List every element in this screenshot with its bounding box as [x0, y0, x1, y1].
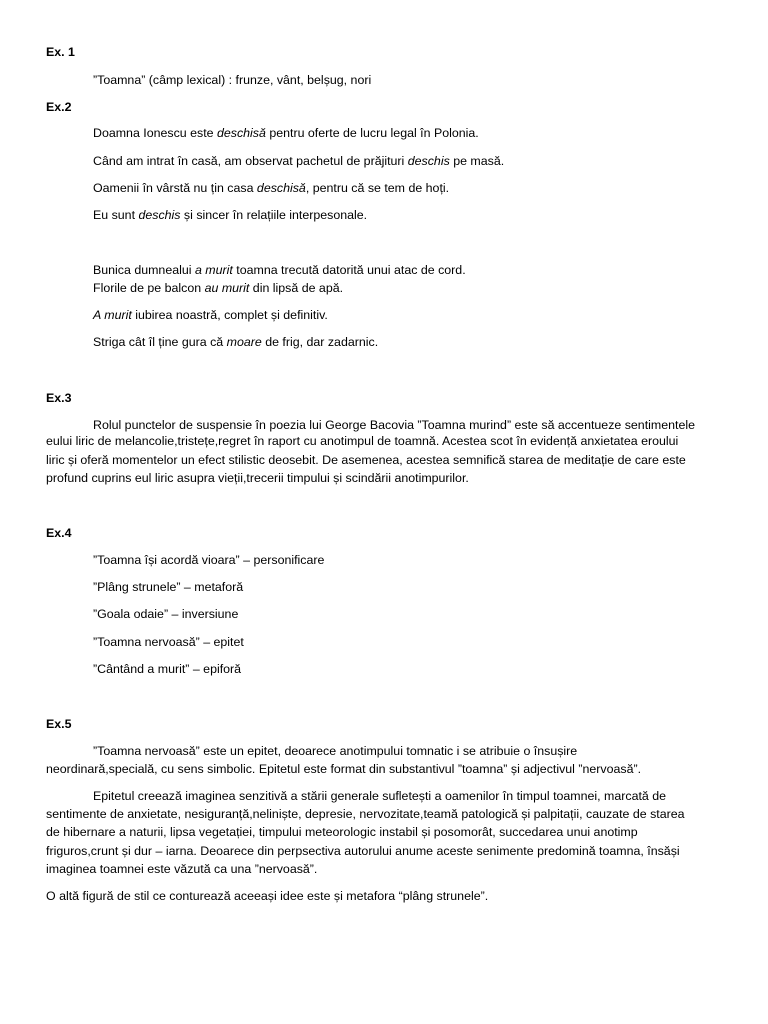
ex4-item-2: ”Plâng strunele” – metaforă [93, 580, 244, 594]
ex5-p2-line-1: Epitetul creează imaginea senzitivă a stării generale sufletești a oamenilor în timpul toamnei, marcată de [93, 789, 667, 803]
ex2-murit-sentence-2: Florile de pe balcon au murit din lipsă de apă. [93, 281, 344, 295]
ex5-p2-line-2: sentimente de anxietate, nesiguranță,neliniște, depresie, nervozitate,teamă patologică și palpitații, cauzate de starea [46, 807, 685, 821]
ex4-heading: Ex.4 [46, 526, 72, 540]
ex5-heading: Ex.5 [46, 717, 72, 731]
ex2-deschis-sentence-2: Când am intrat în casă, am observat pachetul de prăjituri deschis pe masă. [93, 154, 505, 168]
ex5-p1-line-1: ”Toamna nervoasă” este un epitet, deoarece anotimpului tomnatic i se atribuie o însușire [93, 744, 578, 758]
ex2-deschis-sentence-1: Doamna Ionescu este deschisă pentru oferte de lucru legal în Polonia. [93, 126, 479, 140]
ex2-murit-sentence-1: Bunica dumnealui a murit toamna trecută datorită unui atac de cord. [93, 263, 466, 277]
ex2-deschis-sentence-4: Eu sunt deschis și sincer în relațiile interpesonale. [93, 208, 368, 222]
ex5-p2-line-5: imaginea toamnei este văzută ca una ”nervoasă”. [46, 862, 318, 876]
ex5-p2-line-3: de hibernare a naturii, lipsa vegetației, timpului meteorologic instabil și posomorât, succedarea unui anotimp [46, 825, 638, 839]
ex2-murit-sentence-3: A murit iubirea noastră, complet și definitiv. [93, 308, 328, 322]
ex4-item-4: ”Toamna nervoasă” – epitet [93, 635, 244, 649]
ex3-paragraph-line-3: liric și oferă momentelor un efect stilistic deosebit. De asemenea, acestea semnifică starea de meditație de care este [46, 453, 686, 467]
ex4-item-5: ”Cântând a murit” – epiforă [93, 662, 242, 676]
ex3-paragraph-line-4: profund cuprins eul liric asupra vieții,trecerii timpului și scindării anotimpurilor. [46, 471, 469, 485]
ex5-p1-line-2: neordinară,specială, cu sens simbolic. Epitetul este format din substantivul ”toamna” și adjectivul ”nervoasă”. [46, 762, 642, 776]
ex2-deschis-sentence-3: Oamenii în vârstă nu țin casa deschisă, pentru că se tem de hoți. [93, 181, 450, 195]
ex2-heading: Ex.2 [46, 100, 72, 114]
ex4-item-1: ”Toamna își acordă vioara” – personificare [93, 553, 325, 567]
ex2-murit-sentence-4: Striga cât îl ține gura că moare de frig, dar zadarnic. [93, 335, 379, 349]
ex1-heading: Ex. 1 [46, 45, 75, 59]
ex5-p2-line-4: friguros,crunt și dur – iarna. Deoarece din perpsectiva autorului anume aceste senimente predomină toamna, însăși [46, 844, 680, 858]
ex1-line: ”Toamna” (câmp lexical) : frunze, vânt, belșug, nori [93, 73, 372, 87]
ex3-heading: Ex.3 [46, 391, 72, 405]
ex5-closing-line: O altă figură de stil ce conturează aceeași idee este și metafora “plâng strunele”. [46, 889, 489, 903]
ex4-item-3: ”Goala odaie” – inversiune [93, 607, 239, 621]
ex3-paragraph-line-1: Rolul punctelor de suspensie în poezia lui George Bacovia ”Toamna murind” este să accentueze sentimentele [93, 418, 695, 432]
ex3-paragraph-line-2: eului liric de melancolie,tristețe,regret în raport cu anotimpul de toamnă. Acestea scot în evidență anxietatea eroului [46, 434, 679, 448]
